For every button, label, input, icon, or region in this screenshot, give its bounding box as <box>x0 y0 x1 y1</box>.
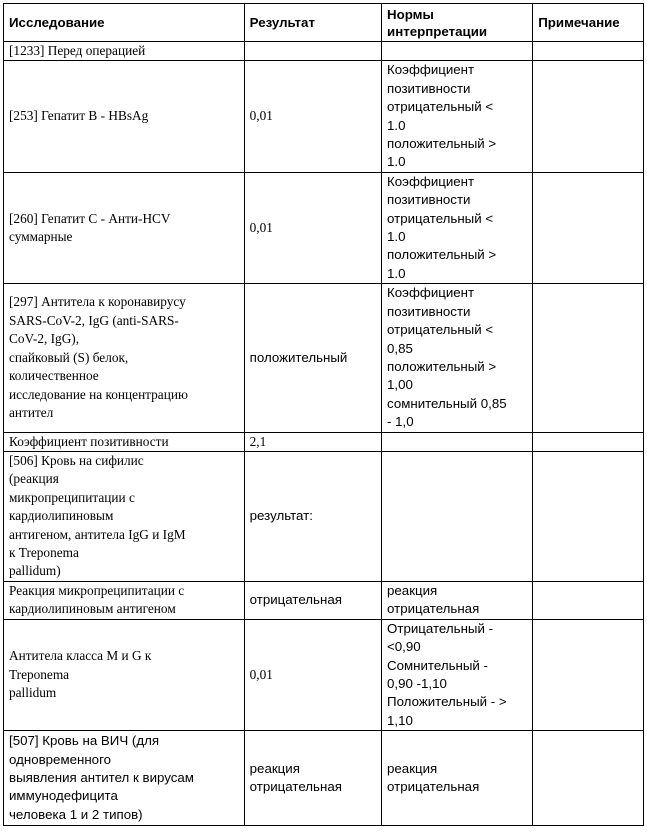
table-header-row <box>4 4 644 42</box>
result-cell: 0,01 <box>244 619 381 730</box>
note-cell <box>533 42 644 61</box>
note-cell <box>533 172 644 283</box>
study-cell: [507] Кровь на ВИЧ (для одновременного выявления антител к вирусам иммунодефицита человека 1 и 2 типов) <box>4 731 245 826</box>
note-cell <box>533 61 644 172</box>
header-result: Результат <box>244 4 381 42</box>
note-cell <box>533 731 644 826</box>
note-cell <box>533 581 644 619</box>
study-cell: [260] Гепатит С - Анти-HCV суммарные <box>4 172 245 283</box>
result-cell: 0,01 <box>244 172 381 283</box>
norm-cell: реакция отрицательная <box>382 581 533 619</box>
result-cell <box>244 42 381 61</box>
table-row <box>4 451 644 581</box>
norm-cell: Отрицательный - <0,90 Сомнительный - 0,90 -1,10 Положительный - > 1,10 <box>382 619 533 730</box>
norm-cell <box>382 42 533 61</box>
result-cell: 2,1 <box>244 432 381 451</box>
note-cell <box>533 451 644 581</box>
study-cell: [506] Кровь на сифилис (реакция микропреципитации с кардиолипиновым антигеном, антитела IgG и IgM к Treponema pallidum) <box>4 451 245 581</box>
study-cell: Антитела класса M и G к Treponema pallidum <box>4 619 245 730</box>
norm-cell <box>382 451 533 581</box>
note-cell <box>533 432 644 451</box>
result-cell: отрицательная <box>244 581 381 619</box>
result-cell: положительный <box>244 284 381 432</box>
study-cell: [297] Антитела к коронавирусу SARS-CoV-2, IgG (anti-SARS- CoV-2, IgG), спайковый (S) белок, количественное исследование на концентрацию антител <box>4 284 245 432</box>
study-cell: Реакция микропреципитации с кардиолипиновым антигеном <box>4 581 245 619</box>
note-cell <box>533 284 644 432</box>
header-norms: Нормы интерпретации <box>382 4 533 42</box>
table-row <box>4 432 644 451</box>
header-note: Примечание <box>533 4 644 42</box>
study-cell: [1233] Перед операцией <box>4 42 245 61</box>
norm-cell: Коэффициент позитивности отрицательный < 0,85 положительный > 1,00 сомнительный 0,85 - 1,0 <box>382 284 533 432</box>
table-row <box>4 581 644 619</box>
table-row <box>4 731 644 826</box>
lab-results-table <box>3 3 644 826</box>
norm-cell <box>382 432 533 451</box>
header-study: Исследование <box>4 4 245 42</box>
study-cell: Коэффициент позитивности <box>4 432 245 451</box>
table-row <box>4 619 644 730</box>
result-cell: 0,01 <box>244 61 381 172</box>
table-row <box>4 284 644 432</box>
result-cell: реакция отрицательная <box>244 731 381 826</box>
result-cell: результат: <box>244 451 381 581</box>
table-row <box>4 172 644 283</box>
note-cell <box>533 619 644 730</box>
table-row <box>4 61 644 172</box>
study-cell: [253] Гепатит В - HBsAg <box>4 61 245 172</box>
norm-cell: реакция отрицательная <box>382 731 533 826</box>
norm-cell: Коэффициент позитивности отрицательный < 1.0 положительный > 1.0 <box>382 61 533 172</box>
table-row <box>4 42 644 61</box>
norm-cell: Коэффициент позитивности отрицательный < 1.0 положительный > 1.0 <box>382 172 533 283</box>
